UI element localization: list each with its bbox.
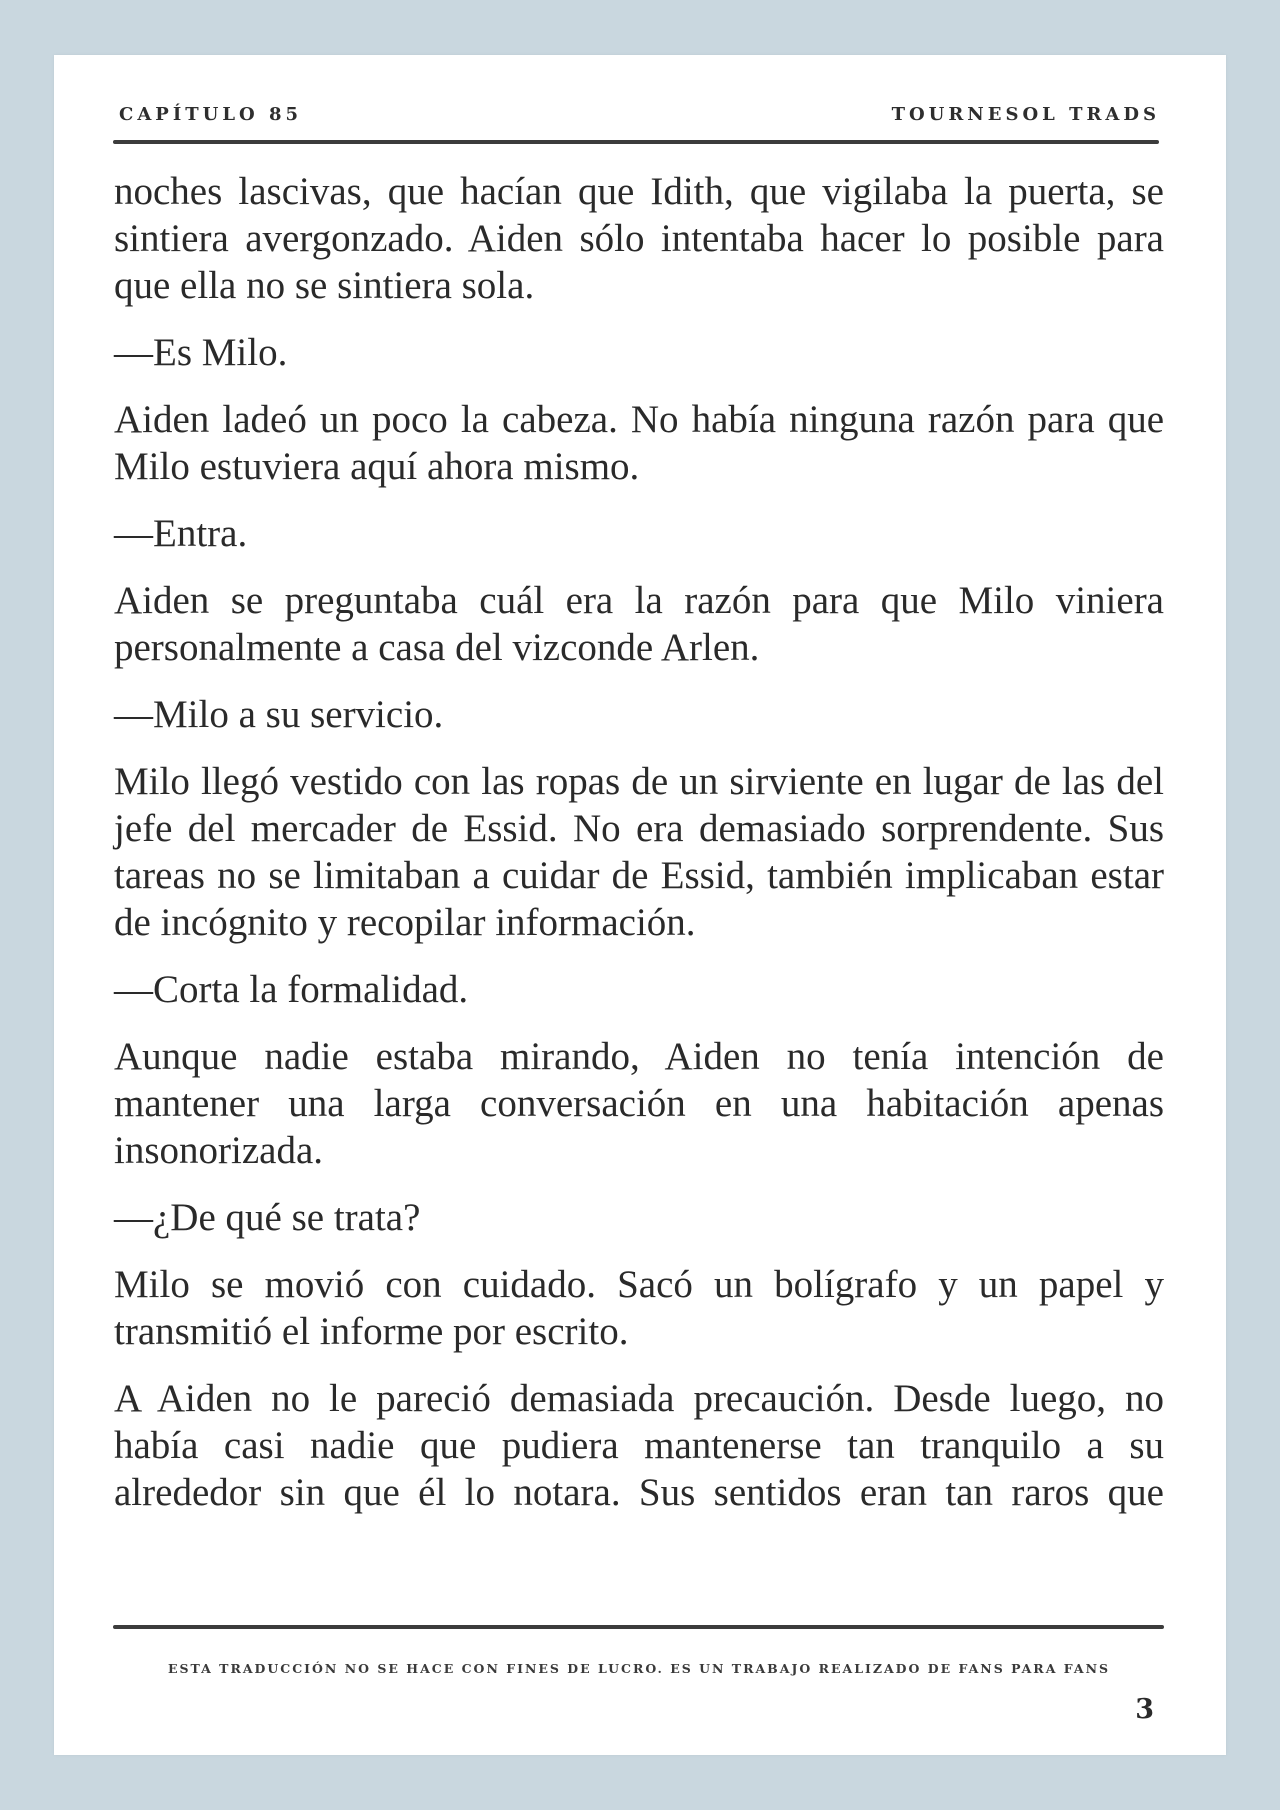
page-header — [119, 104, 1160, 128]
paragraph: A Aiden no le pareció demasiada precaución. Desde luego, no había casi nadie que pudiera mantenerse tan tranquilo a su alrededor sin que él lo notara. Sus sentidos eran tan raros que — [114, 1377, 1164, 1514]
paragraph: Aiden ladeó un poco la cabeza. No había ninguna razón para que Milo estuviera aquí ahora mismo. — [114, 398, 1164, 488]
dialogue-line: —Milo a su servicio. — [114, 693, 444, 736]
dialogue-line: —Corta la formalidad. — [114, 968, 469, 1011]
header-divider — [113, 140, 1159, 144]
dialogue-line: —Es Milo. — [114, 331, 288, 374]
paragraph: noches lascivas, que hacían que Idith, que vigilaba la puerta, se sintiera avergonzado. Aiden sólo intentaba hacer lo posible para que ella no se sintiera sola. — [114, 170, 1164, 307]
paragraph: Milo se movió con cuidado. Sacó un bolígrafo y un papel y transmitió el informe por escrito. — [114, 1263, 1164, 1353]
chapter-label: CAPÍTULO 85 — [119, 104, 302, 125]
chapter-body — [114, 168, 1164, 1536]
dialogue-line: —¿De qué se trata? — [114, 1196, 421, 1239]
paragraph: Aiden se preguntaba cuál era la razón para que Milo viniera personalmente a casa del vizconde Arlen. — [114, 579, 1164, 669]
disclaimer-text: ESTA TRADUCCIÓN NO SE HACE CON FINES DE LUCRO. ES UN TRABAJO REALIZADO DE FANS PARA FANS — [167, 1661, 1111, 1676]
group-label: TOURNESOL TRADS — [891, 104, 1160, 125]
footer-divider — [113, 1625, 1164, 1629]
paragraph: Milo llegó vestido con las ropas de un sirviente en lugar de las del jefe del mercader de Essid. No era demasiado sorprendente. Sus tareas no se limitaban a cuidar de Essid, también implicaban estar de incógnito y recopilar información. — [114, 760, 1164, 944]
dialogue-line: —Entra. — [114, 512, 248, 555]
paragraph: Aunque nadie estaba mirando, Aiden no tenía intención de mantener una larga conversación en una habitación apenas insonorizada. — [114, 1035, 1164, 1172]
page-number: 3 — [1135, 1694, 1154, 1725]
